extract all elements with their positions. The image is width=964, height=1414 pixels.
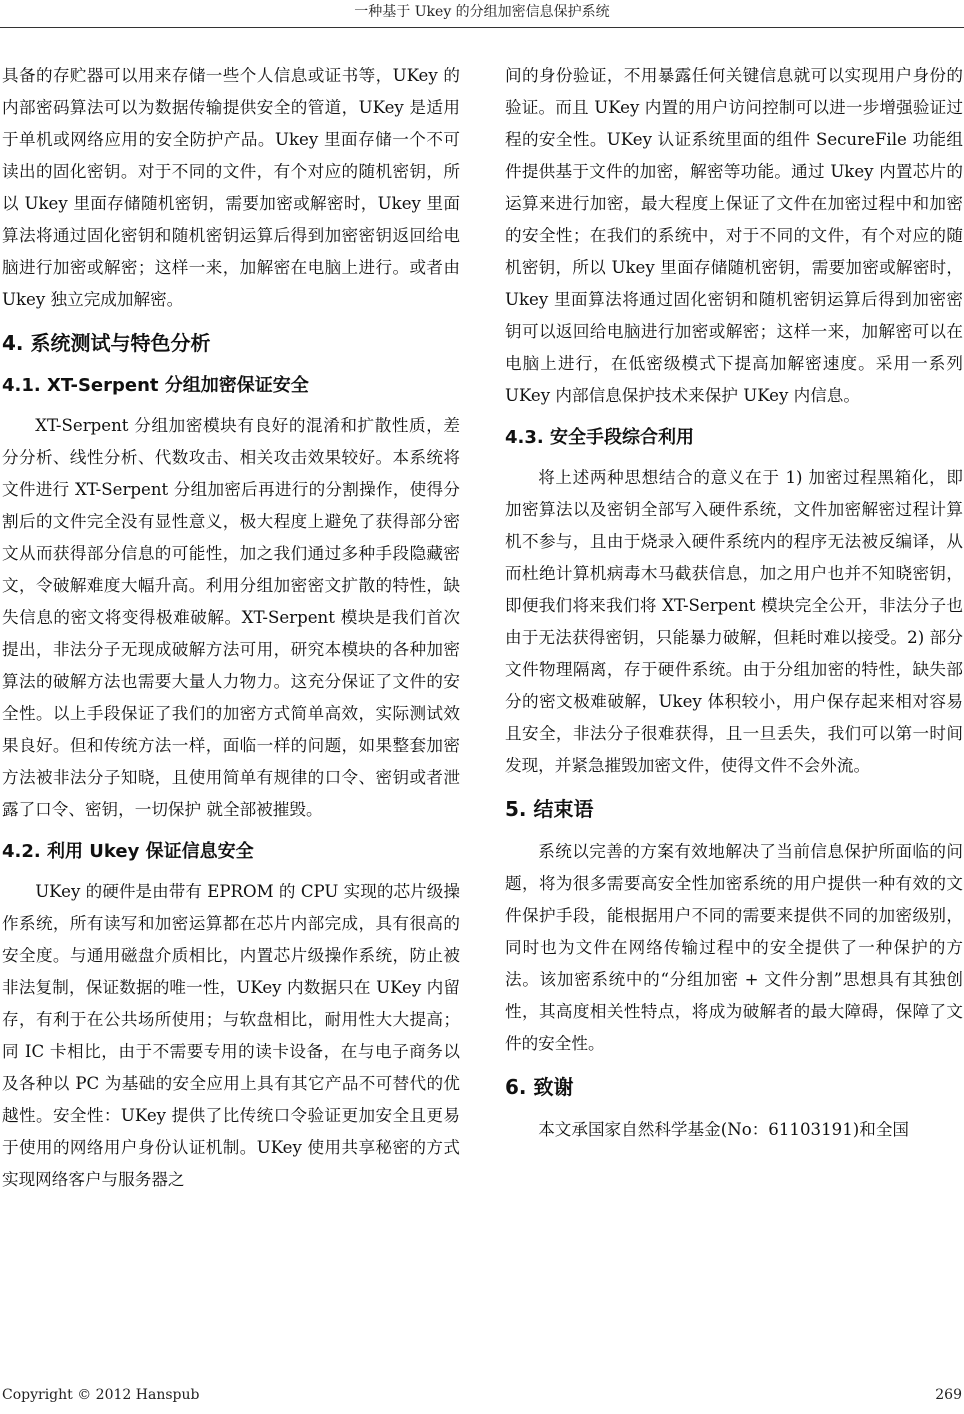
paragraph-4-2-continued: 间的身份验证，不用暴露任何关键信息就可以实现用户身份的验证。而且 UKey 内置的用户访问控制可以进一步增强验证过程的安全性。UKey 认证系统里面的组件 SecureFile 功能组件提供基于文件的加密，解密等功能。通过 Ukey 内置芯片的运算来进行加密，最大程度上保证了文件在加密过程中和加密的安全性；在我们的系统中，对于不同的文件，有个对应的随机密钥，所以 Ukey 里面存储随机密钥，需要加密或解密时，Ukey 里面算法将通过固化密钥和随机密钥运算后得到加密密钥可以返回给电脑进行加密或解密；这样一来，加解密可以在电脑上进行，在低密级模式下提高加解密速度。采用一系列 UKey 内部信息保护技术来保护 UKey 内信息。 — [505, 66, 963, 405]
paragraph-continued: 具备的存贮器可以用来存储一些个人信息或证书等，UKey 的内部密码算法可以为数据传输提供安全的管道，UKey 是适用于单机或网络应用的安全防护产品。Ukey 里面存储一个不可读出的固化密钥。对于不同的文件，有个对应的随机密钥，所以 Ukey 里面存储随机密钥，需要加密或解密时，Ukey 里面算法将通过固化密钥和随机密钥运算后得到加密密钥返回给电脑进行加密或解密；这样一来，加解密在电脑上进行。或者由 Ukey 独立完成加解密。 — [2, 66, 460, 309]
section-heading-5: 5. 结束语 — [505, 797, 594, 821]
left-column — [2, 60, 460, 1206]
copyright-text: Copyright © 2012 Hanspub — [2, 1387, 200, 1403]
right-column — [505, 60, 963, 1156]
page-footer — [2, 1384, 962, 1406]
paragraph-4-1: XT-Serpent 分组加密模块有良好的混淆和扩散性质，差分分析、线性分析、代数攻击、相关攻击效果较好。本系统将文件进行 XT-Serpent 分组加密后再进行的分割操作，使得分割后的文件完全没有显性意义，极大程度上避免了获得部分密文从而获得部分信息的可能性，加之我们通过多种手段隐藏密文，令破解难度大幅升高。利用分组加密密文扩散的特性，缺失信息的密文将变得极难破解。XT-Serpent 模块是我们首次提出，非法分子无现成破解方法可用，研究本模块的各种加密算法的破解方法也需要大量人力物力。这充分保证了文件的安全性。以上手段保证了我们的加密方式简单高效，实际测试效果良好。但和传统方法一样，面临一样的问题，如果整套加密方法被非法分子知晓，且使用简单有规律的口令、密钥或者泄露了口令、密钥，一切保护 就全部被摧毁。 — [2, 416, 460, 819]
paragraph-6: 本文承国家自然科学基金(No：61103191)和全国 — [538, 1120, 910, 1139]
subsection-heading-4-1: 4.1. XT-Serpent 分组加密保证安全 — [2, 375, 309, 396]
paragraph-4-3: 将上述两种思想结合的意义在于 1) 加密过程黑箱化，即加密算法以及密钥全部写入硬件系统，文件加密解密过程计算机不参与，且由于烧录入硬件系统内的程序无法被反编译，从而杜绝计算机病毒木马截获信息，加之用户也并不知晓密钥，即便我们将来我们将 XT-Serpent 模块完全公开，非法分子也由于无法获得密钥，只能暴力破解，但耗时难以接受。2) 部分文件物理隔离，存于硬件系统。由于分组加密的特性，缺失部分的密文极难破解，Ukey 体积较小，用户保存起来相对容易且安全，非法分子很难获得，且一旦丢失，我们可以第一时间发现，并紧急摧毁加密文件，使得文件不会外流。 — [505, 468, 963, 775]
paragraph-5: 系统以完善的方案有效地解决了当前信息保护所面临的问题，将为很多需要高安全性加密系统的用户提供一种有效的文件保护手段，能根据用户不同的需要来提供不同的加密级别，同时也为文件在网络传输过程中的安全提供了一种保护的方法。该加密系统中的“分组加密 + 文件分割”思想具有其独创性，其高度相关性特点，将成为破解者的最大障碍，保障了文件的安全性。 — [505, 842, 963, 1053]
running-title: 一种基于 Ukey 的分组加密信息保护系统 — [354, 4, 610, 20]
section-heading-4: 4. 系统测试与特色分析 — [2, 331, 211, 355]
header-rule — [0, 27, 964, 28]
paragraph-4-2: UKey 的硬件是由带有 EPROM 的 CPU 实现的芯片级操作系统，所有读写和加密运算都在芯片内部完成，具有很高的安全度。与通用磁盘介质相比，内置芯片级操作系统，防止被非法复制，保证数据的唯一性，UKey 内数据只在 UKey 内留存，有利于在公共场所使用；与软盘相比，耐用性大大提高；同 IC 卡相比，由于不需要专用的读卡设备，在与电子商务以及各种以 PC 为基础的安全应用上具有其它产品不可替代的优越性。安全性：UKey 提供了比传统口令验证更加安全且更易于使用的网络用户身份认证机制。UKey 使用共享秘密的方式实现网络客户与服务器之 — [2, 882, 460, 1189]
subsection-heading-4-2: 4.2. 利用 Ukey 保证信息安全 — [2, 841, 254, 862]
section-heading-6: 6. 致谢 — [505, 1075, 574, 1099]
subsection-heading-4-3: 4.3. 安全手段综合利用 — [505, 427, 694, 448]
page-number: 269 — [935, 1387, 962, 1403]
